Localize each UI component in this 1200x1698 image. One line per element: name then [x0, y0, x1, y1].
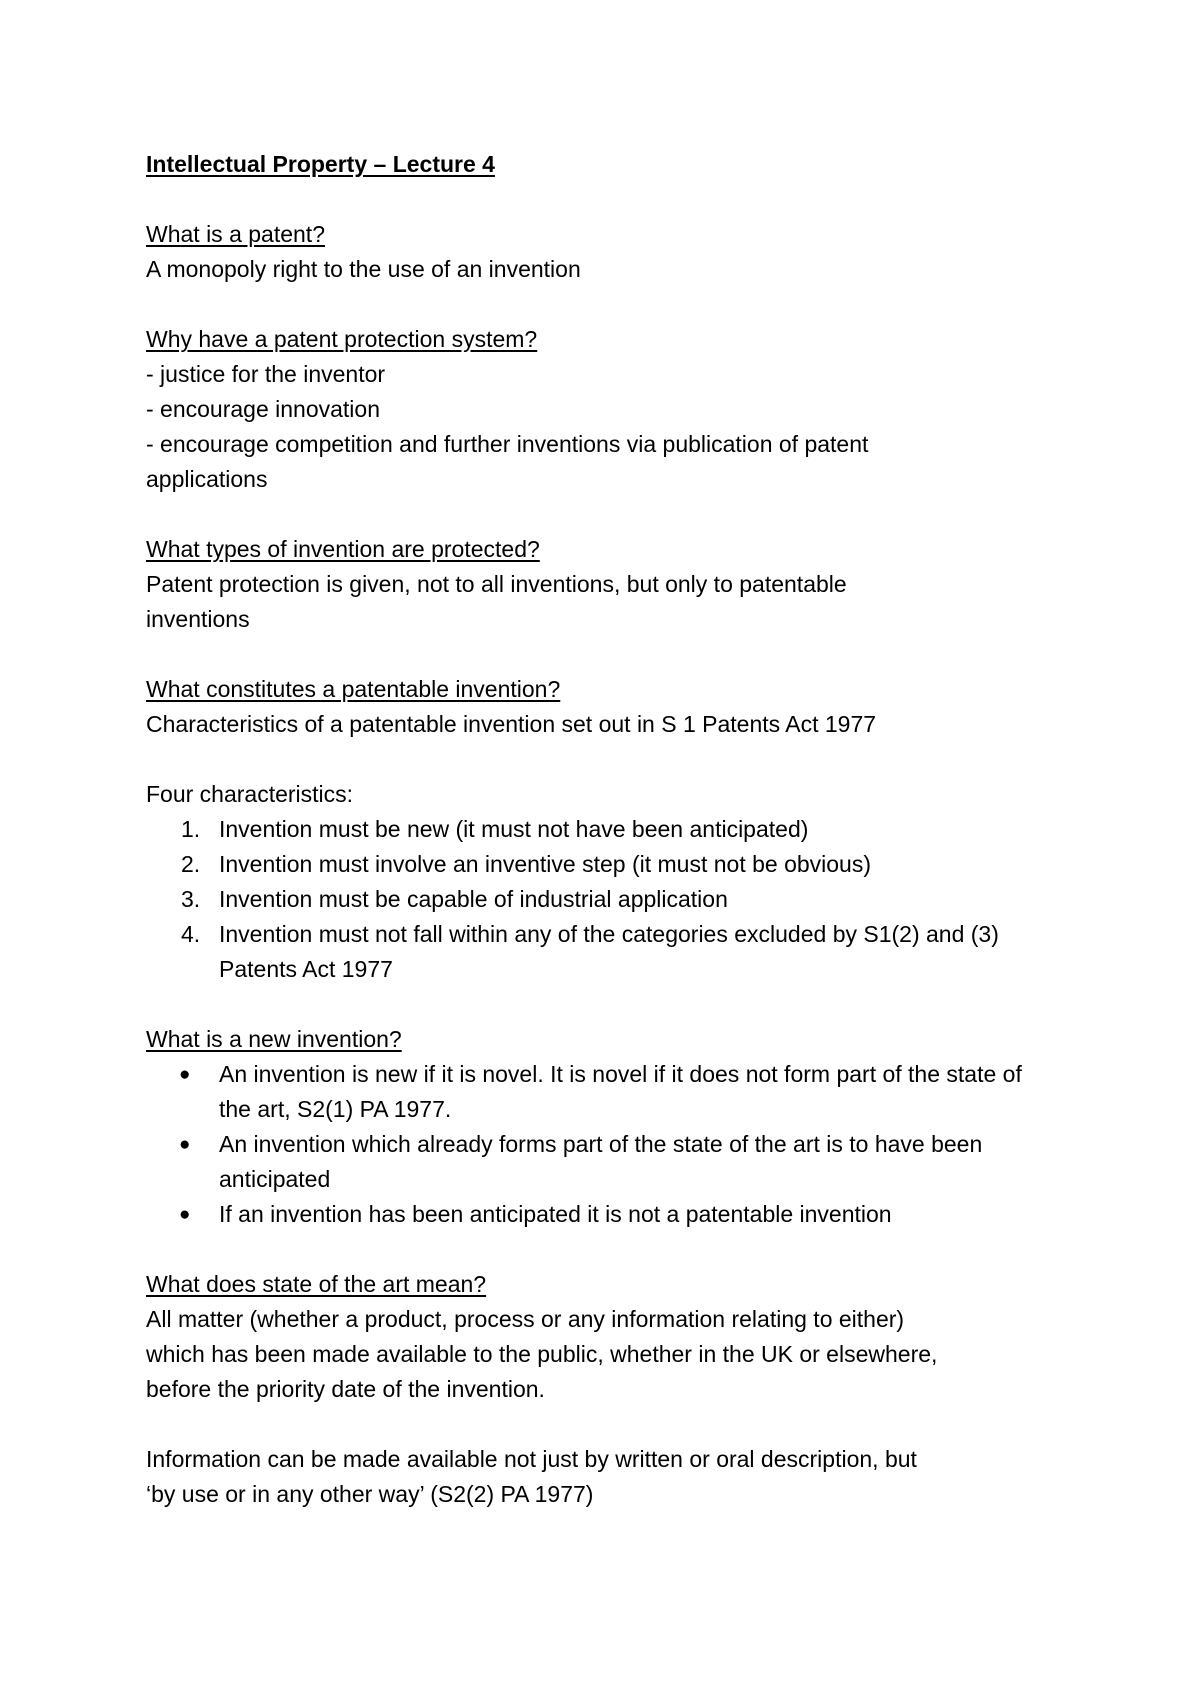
list-number: 3.	[181, 886, 201, 912]
bullet-icon: ●	[179, 1204, 191, 1225]
list-item-text: Invention must be new (it must not have been anticipated)	[219, 816, 809, 842]
heading-why-system: Why have a patent protection system?	[146, 326, 538, 352]
list-number: 1.	[181, 816, 201, 842]
characteristics-list	[146, 812, 1066, 987]
list-item-text: If an invention has been anticipated it is not a patentable invention	[219, 1201, 892, 1227]
list-item-text: An invention which already forms part of the state of the art is to have been anticipated	[219, 1131, 983, 1192]
state-of-art-line: before the priority date of the invention.	[146, 1376, 545, 1402]
list-item	[146, 882, 1066, 917]
information-line: Information can be made available not just by written or oral description, but	[146, 1446, 917, 1472]
list-item-text: Invention must not fall within any of the categories excluded by S1(2) and (3) Patents Act 1977	[219, 921, 999, 982]
new-invention-bullets	[146, 1057, 1066, 1232]
information-line: ‘by use or in any other way’ (S2(2) PA 1977)	[146, 1481, 594, 1507]
list-item-text: Invention must be capable of industrial application	[219, 886, 728, 912]
heading-patentable: What constitutes a patentable invention?	[146, 676, 561, 702]
document-body	[146, 147, 1066, 1512]
patentable-body: Characteristics of a patentable invention set out in S 1 Patents Act 1977	[146, 711, 877, 737]
spacer	[146, 182, 1066, 217]
types-body-line: Patent protection is given, not to all inventions, but only to patentable	[146, 571, 847, 597]
list-number: 4.	[181, 921, 201, 947]
list-number: 2.	[181, 851, 201, 877]
spacer	[146, 637, 1066, 672]
patent-definition: A monopoly right to the use of an invention	[146, 256, 581, 282]
heading-what-is-patent: What is a patent?	[146, 221, 325, 247]
spacer	[146, 987, 1066, 1022]
state-of-art-line: All matter (whether a product, process or any information relating to either)	[146, 1306, 905, 1332]
characteristics-intro: Four characteristics:	[146, 781, 354, 807]
bullet-icon: ●	[179, 1064, 191, 1085]
types-body-line: inventions	[146, 606, 250, 632]
list-item	[146, 917, 1066, 987]
document-title: Intellectual Property – Lecture 4	[146, 151, 495, 177]
spacer	[146, 497, 1066, 532]
spacer	[146, 287, 1066, 322]
list-item	[146, 1197, 1066, 1232]
heading-new-invention: What is a new invention?	[146, 1026, 402, 1052]
spacer	[146, 1232, 1066, 1267]
heading-state-of-art: What does state of the art mean?	[146, 1271, 487, 1297]
list-item	[146, 812, 1066, 847]
reason-line: - encourage innovation	[146, 396, 380, 422]
list-item-text: Invention must involve an inventive step (it must not be obvious)	[219, 851, 872, 877]
list-item	[146, 847, 1066, 882]
list-item	[146, 1127, 1066, 1197]
reason-line: - justice for the inventor	[146, 361, 386, 387]
spacer	[146, 742, 1066, 777]
reason-line: - encourage competition and further inventions via publication of patent	[146, 431, 869, 457]
spacer	[146, 1407, 1066, 1442]
state-of-art-line: which has been made available to the public, whether in the UK or elsewhere,	[146, 1341, 938, 1367]
reason-line: applications	[146, 466, 268, 492]
bullet-icon: ●	[179, 1134, 191, 1155]
heading-types-protected: What types of invention are protected?	[146, 536, 540, 562]
list-item	[146, 1057, 1066, 1127]
list-item-text: An invention is new if it is novel. It is novel if it does not form part of the state of the art, S2(1) PA 1977.	[219, 1061, 1022, 1122]
